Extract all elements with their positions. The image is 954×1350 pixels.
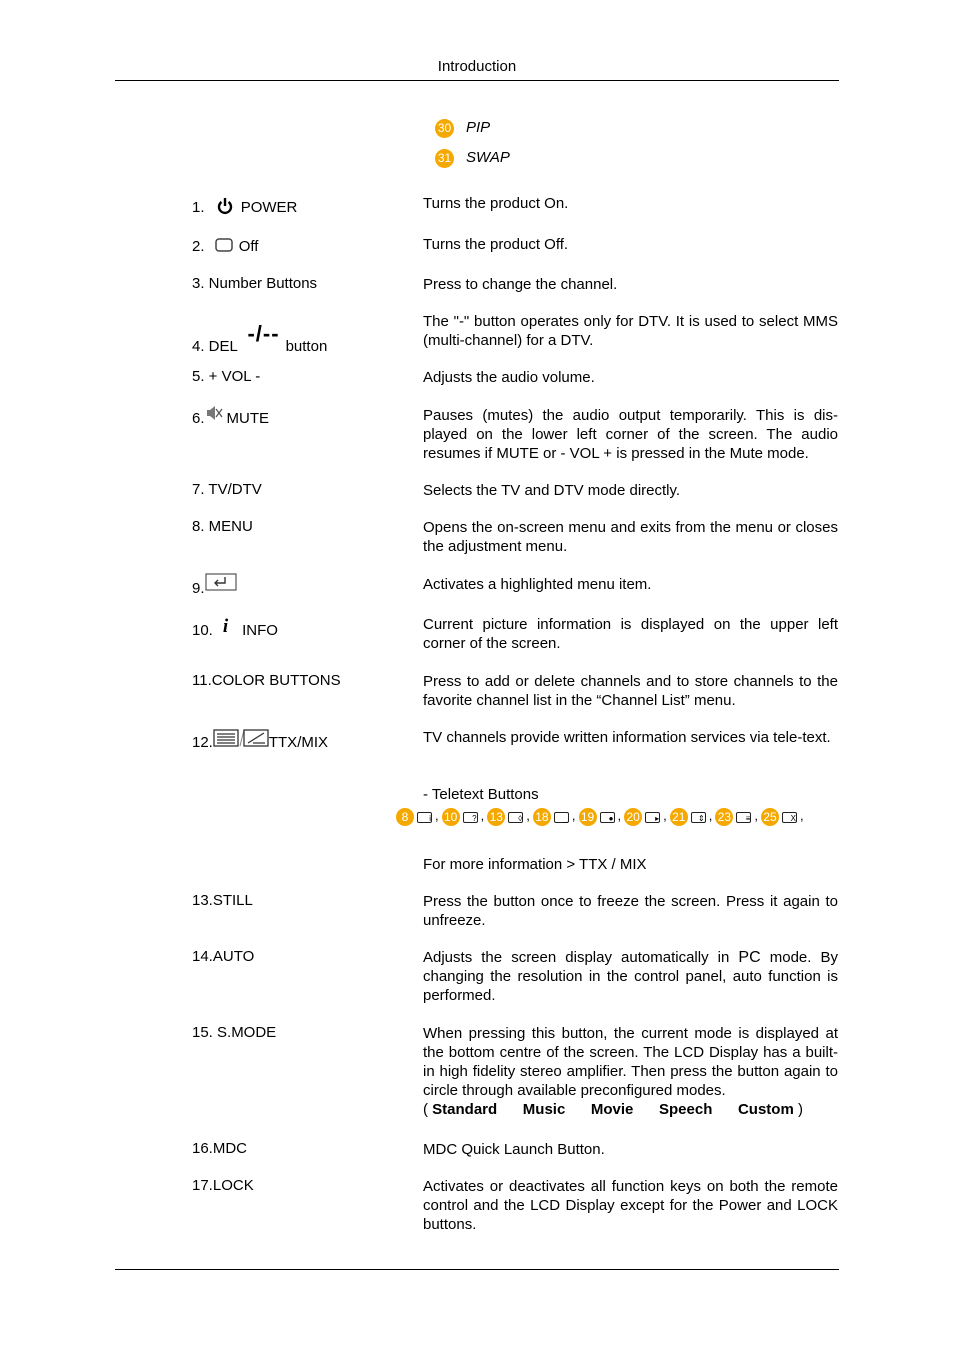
teletext-heading: - Teletext Buttons [423, 786, 539, 803]
label: TTX/MIX [268, 733, 329, 751]
desc: Adjusts the audio volume. [423, 369, 595, 386]
mode-movie: Movie [590, 1101, 634, 1118]
label: 14.AUTO [192, 948, 255, 965]
desc: Current picture information is displayed on the upper left corner of the screen. [423, 616, 838, 652]
teletext-key-icon: ◊ [508, 812, 523, 823]
teletext-key-icon: X [782, 812, 797, 823]
label: POWER [240, 198, 298, 216]
desc: Selects the TV and DTV mode directly. [423, 482, 681, 499]
label: 8. MENU [192, 518, 253, 535]
desc: The "-" button operates only for DTV. It is used to select MMS (multi-channel) for a DTV. [423, 313, 838, 349]
num: 12. [192, 733, 213, 751]
mode-custom: Custom [737, 1101, 794, 1118]
separator: , [526, 808, 530, 824]
paren: ( [423, 1101, 428, 1118]
teletext-badge-19: 19 [579, 808, 597, 826]
teletext-key-icon: i [417, 812, 432, 823]
label: Off [238, 238, 259, 255]
teletext-badge-25: 25 [761, 808, 779, 826]
label: 11.COLOR BUTTONS [192, 672, 341, 689]
desc [423, 1024, 838, 1119]
teletext-key-icon: ● [600, 812, 615, 823]
separator: , [800, 808, 804, 824]
separator: , [480, 808, 485, 824]
teletext-badge-13: 13 [487, 808, 505, 826]
desc-text: When pressing this button, the current mode is displayed at the bottom centre of the screen. The LCD Display has a built-in high fidelity stereo amplifier. Then press the button again to circle through available preconfigured modes. [423, 1025, 838, 1099]
desc: TV channels provide written information services via tele-text. [423, 729, 831, 746]
desc: Turns the product On. [423, 195, 569, 212]
desc: Press to add or delete channels and to store channels to the favorite channel list in the “Channel List” menu. [423, 673, 838, 709]
desc: MDC Quick Launch Button. [423, 1141, 605, 1158]
pc-mode: PC [738, 949, 761, 966]
label: 5. + VOL - [192, 368, 261, 385]
num: 9. [192, 579, 205, 597]
label: 16.MDC [192, 1140, 248, 1157]
teletext-badge-8: 8 [396, 808, 414, 826]
teletext-buttons [396, 808, 807, 826]
separator: , [571, 808, 576, 824]
separator: , [617, 808, 622, 824]
pip-item [435, 119, 490, 138]
teletext-key-icon: ≡ [736, 812, 751, 823]
swap-item [435, 149, 510, 168]
off-icon [215, 238, 233, 256]
ttx-mix-icon [213, 729, 269, 751]
label: 17.LOCK [192, 1177, 254, 1194]
pip-label: PIP [466, 119, 491, 137]
desc-c: mode. By changing the resolution in the control panel, auto function is performed. [423, 949, 838, 1004]
power-icon [217, 197, 233, 219]
separator: , [663, 808, 667, 824]
desc: Pauses (mutes) the audio output temporarily. This is dis-played on the lower left corner of the screen. The audio resumes if MUTE or - VOL + is pressed in the Mute mode. [423, 407, 838, 462]
header-rule [115, 80, 839, 81]
desc [423, 948, 838, 1005]
num: 4. DEL [192, 338, 238, 355]
teletext-badge-21: 21 [670, 808, 688, 826]
desc: Activates or deactivates all function keys on both the remote control and the LCD Display except for the Power and LOCK buttons. [423, 1178, 838, 1233]
footer-rule [115, 1269, 839, 1270]
badge-30: 30 [435, 119, 454, 138]
del-icon: -/-- [247, 321, 280, 346]
label: 13.STILL [192, 892, 253, 909]
mute-icon [205, 405, 223, 425]
teletext-key-icon: ▸ [645, 812, 660, 823]
page-header: Introduction [437, 58, 517, 75]
teletext-key-icon: ? [463, 812, 478, 823]
num: 2. [192, 238, 205, 255]
mode-speech: Speech [659, 1101, 713, 1118]
mode-standard: Standard [432, 1101, 498, 1118]
teletext-key-icon: _ [554, 812, 569, 823]
paren: ) [797, 1101, 803, 1118]
label: 7. TV/DTV [192, 481, 262, 498]
num: 10. [192, 622, 213, 639]
teletext-key-icon: ⇕ [691, 812, 706, 823]
label: INFO [242, 622, 278, 639]
separator: , [754, 808, 758, 824]
badge-31: 31 [435, 149, 454, 168]
teletext-badge-18: 18 [533, 808, 551, 826]
more-info-link: For more information > TTX / MIX [423, 856, 647, 873]
num: 1. [192, 198, 205, 216]
info-icon: i [222, 616, 229, 637]
separator: , [435, 808, 439, 824]
num: 6. [192, 409, 205, 427]
swap-label: SWAP [466, 149, 510, 167]
teletext-badge-23: 23 [715, 808, 733, 826]
label: MUTE [226, 409, 270, 427]
enter-icon [205, 573, 237, 595]
mode-music: Music [522, 1101, 566, 1118]
label: 3. Number Buttons [192, 275, 318, 292]
teletext-badge-20: 20 [624, 808, 642, 826]
desc: Turns the product Off. [423, 236, 569, 253]
desc: Press the button once to freeze the screen. Press it again to unfreeze. [423, 893, 838, 929]
desc: Press to change the channel. [423, 276, 618, 293]
desc: Activates a highlighted menu item. [423, 576, 652, 593]
desc: Opens the on-screen menu and exits from the menu or closes the adjustment menu. [423, 519, 838, 555]
separator: , [708, 808, 713, 824]
label: 15. S.MODE [192, 1024, 277, 1041]
teletext-badge-10: 10 [442, 808, 460, 826]
desc-a: Adjusts the screen display automatically in [423, 949, 739, 966]
mode-list [423, 1100, 803, 1119]
label: button [285, 338, 328, 355]
